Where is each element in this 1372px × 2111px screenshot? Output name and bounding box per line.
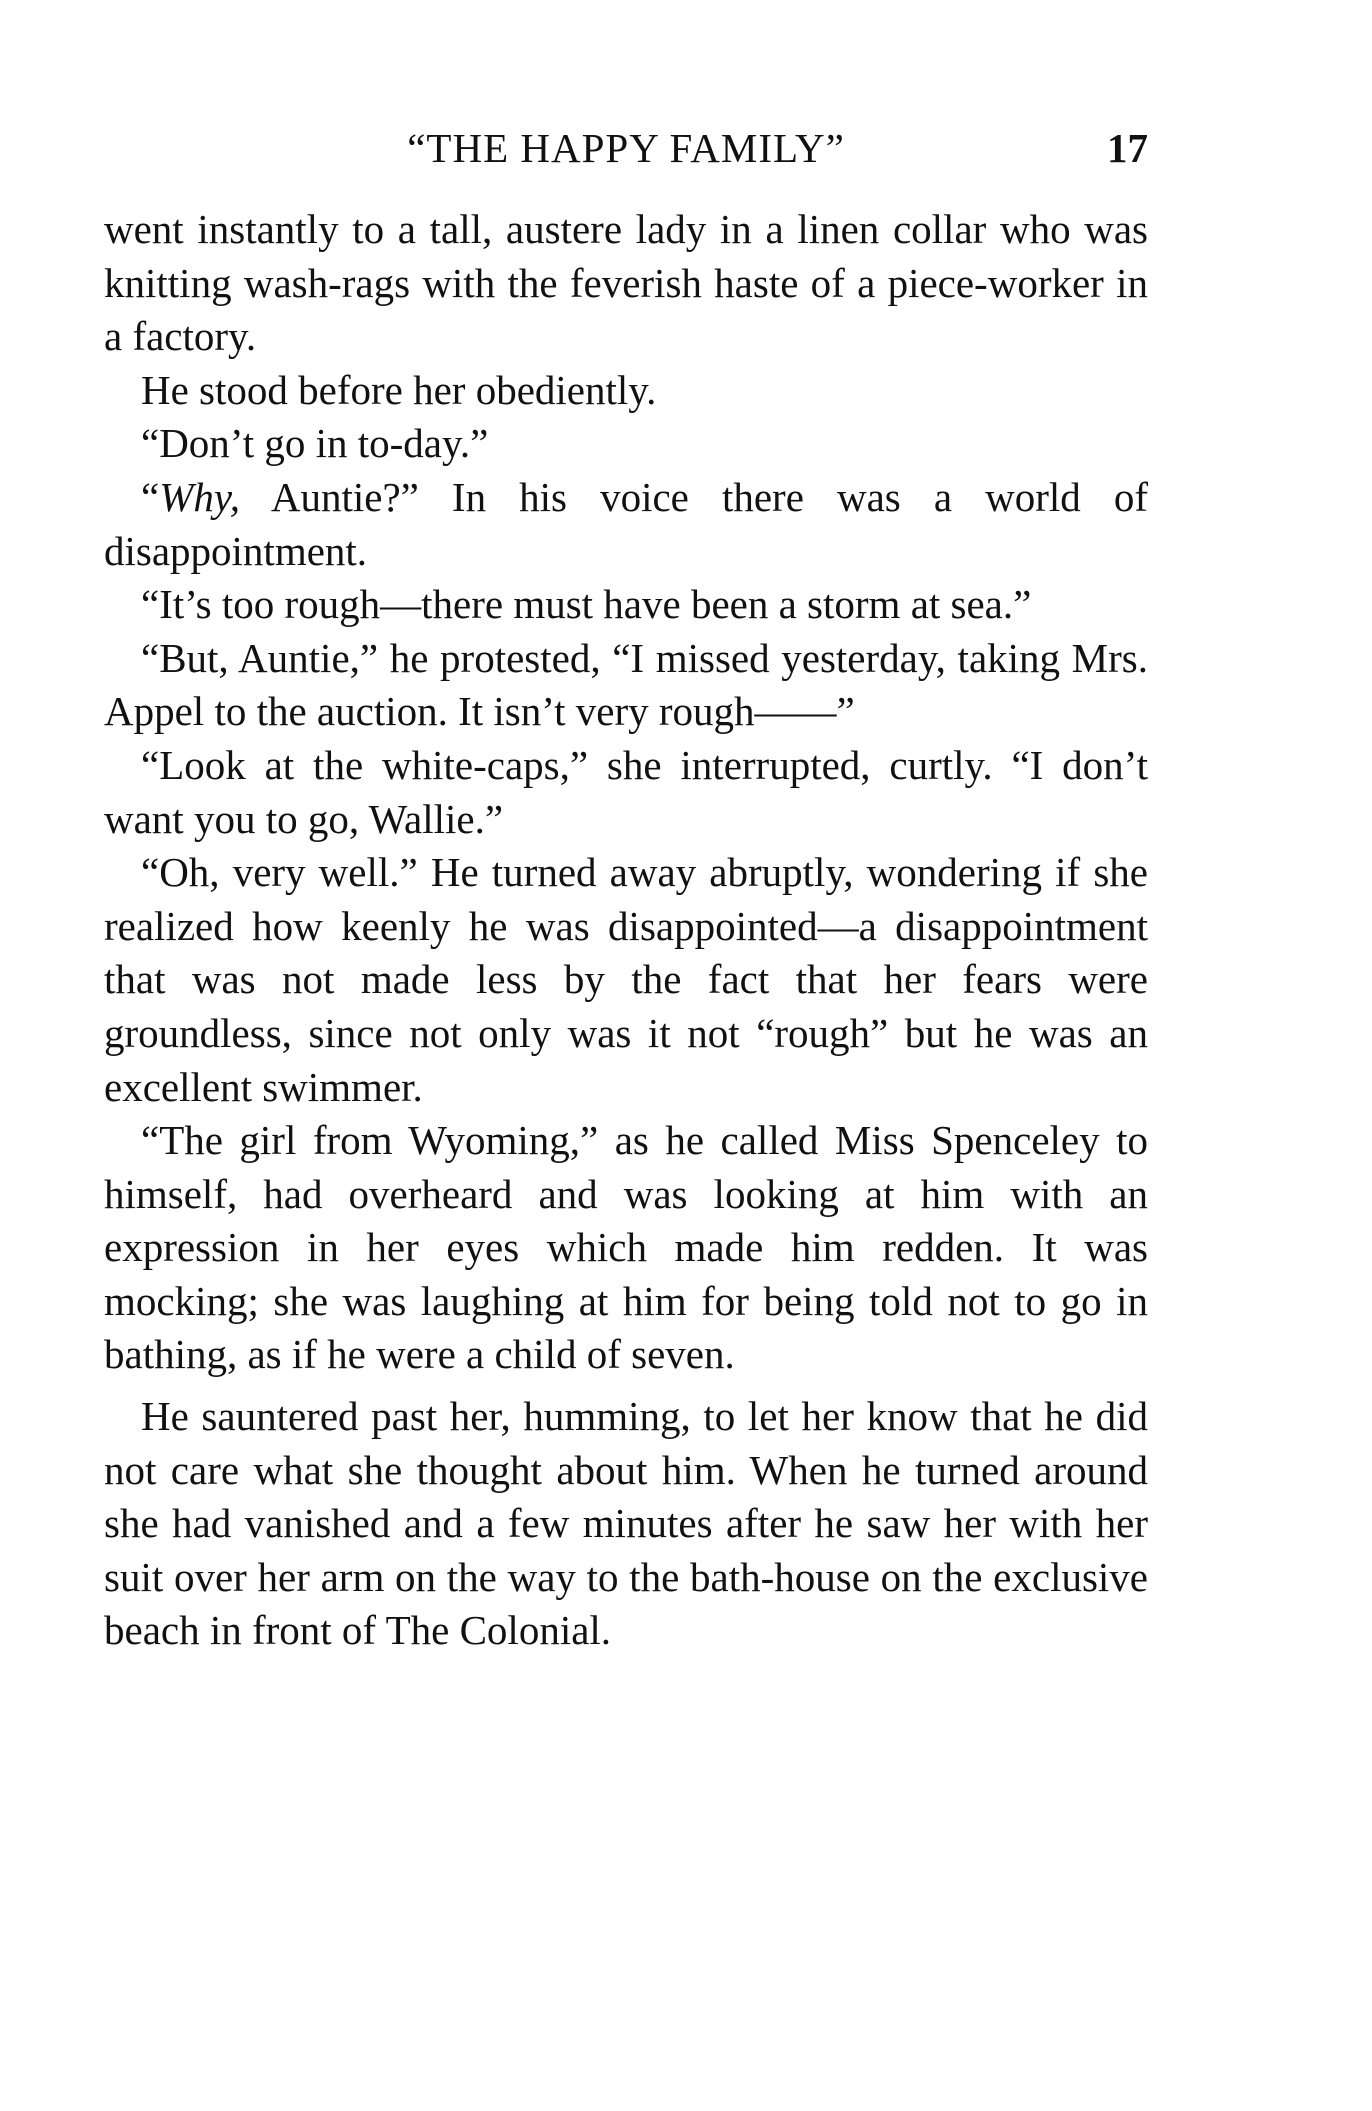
paragraph: “Look at the white-caps,” she interrupted, curtly. “I don’t want you to go, Wallie.” (104, 741, 1148, 842)
body-text (104, 203, 1148, 1658)
paragraph: “Oh, very well.” He turned away abruptly, wondering if she realized how keenly he was disappointed—a disappointment that was not made less by the fact that her fears were groundless, since not only was it not “rough” but he was an excellent swimmer. (104, 849, 1148, 1110)
paragraph: “It’s too rough—there must have been a storm at sea.” (141, 581, 1032, 628)
paragraph (104, 471, 1148, 578)
paragraph: “Don’t go in to-day.” (141, 420, 489, 467)
running-head (104, 118, 1148, 178)
running-title: “THE HAPPY FAMILY” (407, 125, 845, 171)
page-number: 17 (1107, 125, 1148, 171)
paragraph: He sauntered past her, humming, to let her know that he did not care what she thought about him. When he turned around she had vanished and a few minutes after he saw her with her suit over her arm on the way to the bath-house on the exclusive beach in front of The Colonial. (104, 1393, 1148, 1654)
paragraph: He stood before her obediently. (141, 366, 657, 413)
paragraph: “The girl from Wyoming,” as he called Miss Spenceley to himself, had overheard and was looking at him with an expression in her eyes which made him redden. It was mocking; she was laughing at him for being told not to go in bathing, as if he were a child of seven. (104, 1117, 1148, 1378)
open-quote: “ (141, 473, 160, 520)
paragraph-text: Auntie?” In his voice there was a world of disappointment. (104, 473, 1148, 574)
paragraph: “But, Auntie,” he protested, “I missed yesterday, taking Mrs. Appel to the auction. It isn’t very rough——” (104, 634, 1148, 735)
paragraph: went instantly to a tall, austere lady in a linen collar who was knitting wash-rags with the feverish haste of a piece-worker in a factory. (104, 206, 1148, 360)
italic-word: Why, (159, 473, 241, 520)
